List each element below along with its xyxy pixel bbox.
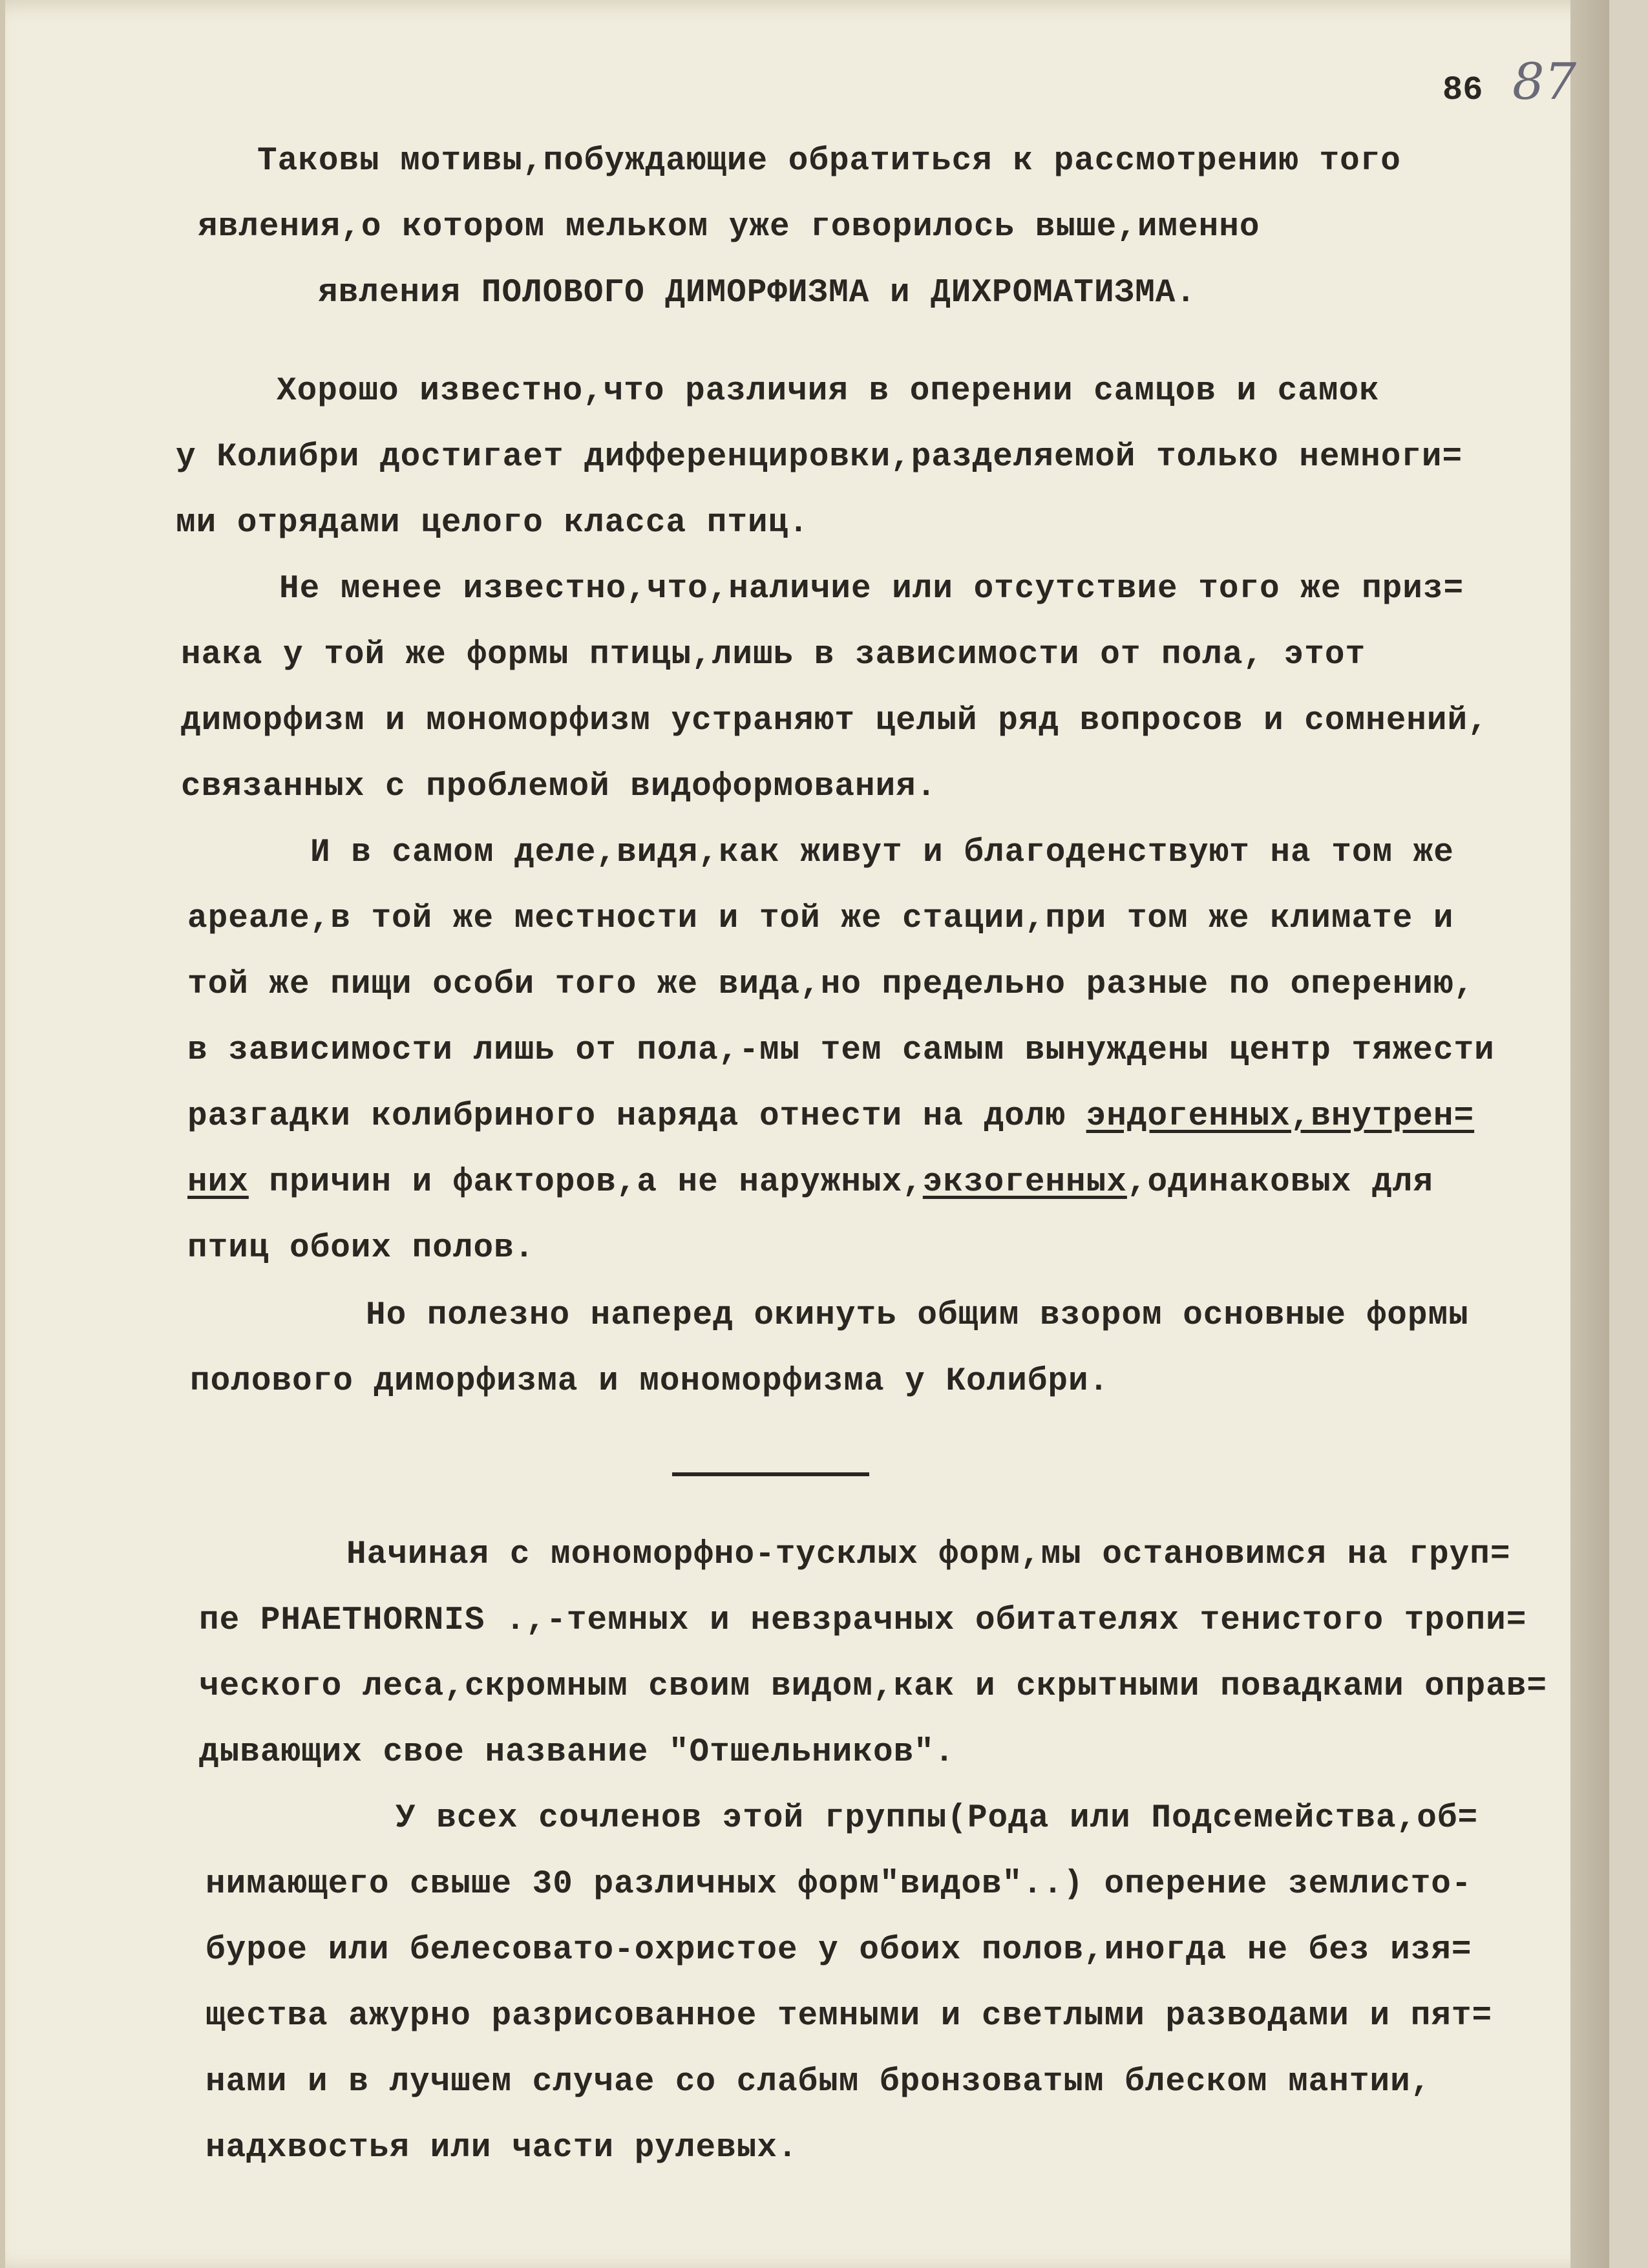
page-right-edge xyxy=(1570,0,1609,2268)
text-line: Начиная с мономорфно-тусклых форм,мы остановимся на груп= xyxy=(346,1536,1511,1573)
text-line-underlined xyxy=(187,1100,1474,1133)
text-line-underlined xyxy=(187,1166,1433,1199)
text-line: птиц обоих полов. xyxy=(187,1230,535,1267)
text-line: полового диморфизма и мономорфизма у Колибри. xyxy=(190,1363,1110,1400)
text-line: у Колибри достигает дифференцировки,разделяемой только немноги= xyxy=(176,439,1463,476)
text-line: пе PHAETHORNIS .,-темных и невзрачных обитателях тенистого тропи= xyxy=(199,1602,1527,1639)
page-number-handwritten: 87 xyxy=(1512,53,1577,111)
page-left-edge xyxy=(0,0,5,2268)
text-line: дывающих свое название "Отшельников". xyxy=(199,1734,955,1771)
text-line: нимающего свыше 30 различных форм"видов"..) оперение землисто- xyxy=(206,1866,1472,1903)
text-line: явления ПОЛОВОГО ДИМОРФИЗМА и ДИХРОМАТИЗМА. xyxy=(318,275,1197,312)
text-line: ческого леса,скромным своим видом,как и скрытными повадками оправ= xyxy=(199,1668,1547,1705)
text-line: нами и в лучшем случае со слабым бронзоватым блеском мантии, xyxy=(206,2064,1431,2101)
underlined-term: них xyxy=(187,1164,249,1201)
text-line: явления,о котором мельком уже говорилось выше,именно xyxy=(198,209,1260,246)
underlined-term: экзогенных xyxy=(922,1164,1127,1201)
text-segment: разгадки колибриного наряда отнести на долю xyxy=(187,1098,1086,1135)
text-segment: причин и факторов,а не наружных, xyxy=(248,1164,923,1201)
text-line: ареале,в той же местности и той же стации,при том же климате и xyxy=(187,900,1454,937)
page-number-typed: 86 xyxy=(1442,71,1483,109)
text-line: У всех сочленов этой группы(Рода или Подсемейства,об= xyxy=(396,1800,1479,1837)
text-line: И в самом деле,видя,как живут и благоденствуют на том же xyxy=(310,834,1454,871)
underlined-term: эндогенных,внутрен= xyxy=(1086,1098,1475,1135)
text-line: ми отрядами целого класса птиц. xyxy=(176,505,809,542)
text-line: той же пищи особи того же вида,но предельно разные по оперению, xyxy=(187,966,1475,1003)
text-line: в зависимости лишь от пола,-мы тем самым вынуждены центр тяжести xyxy=(187,1032,1495,1069)
text-line: Таковы мотивы,побуждающие обратиться к рассмотрению того xyxy=(257,143,1401,180)
text-line: Но полезно наперед окинуть общим взором основные формы xyxy=(366,1297,1469,1334)
text-line: связанных с проблемой видоформования. xyxy=(181,768,937,805)
section-divider xyxy=(672,1472,869,1476)
text-line: бурое или белесовато-охристое у обоих полов,иногда не без изя= xyxy=(206,1932,1472,1969)
text-line: щества ажурно разрисованное темными и светлыми разводами и пят= xyxy=(206,1998,1493,2035)
text-line: нака у той же формы птицы,лишь в зависимости от пола, этот xyxy=(181,637,1366,673)
text-line: Хорошо известно,что различия в оперении самцов и самок xyxy=(277,373,1380,410)
text-line: диморфизм и мономорфизм устраняют целый ряд вопросов и сомнений, xyxy=(181,703,1488,739)
text-line: надхвостья или части рулевых. xyxy=(206,2130,798,2167)
text-line: Не менее известно,что,наличие или отсутствие того же приз= xyxy=(279,571,1464,608)
text-segment: ,одинаковых для xyxy=(1126,1164,1433,1201)
